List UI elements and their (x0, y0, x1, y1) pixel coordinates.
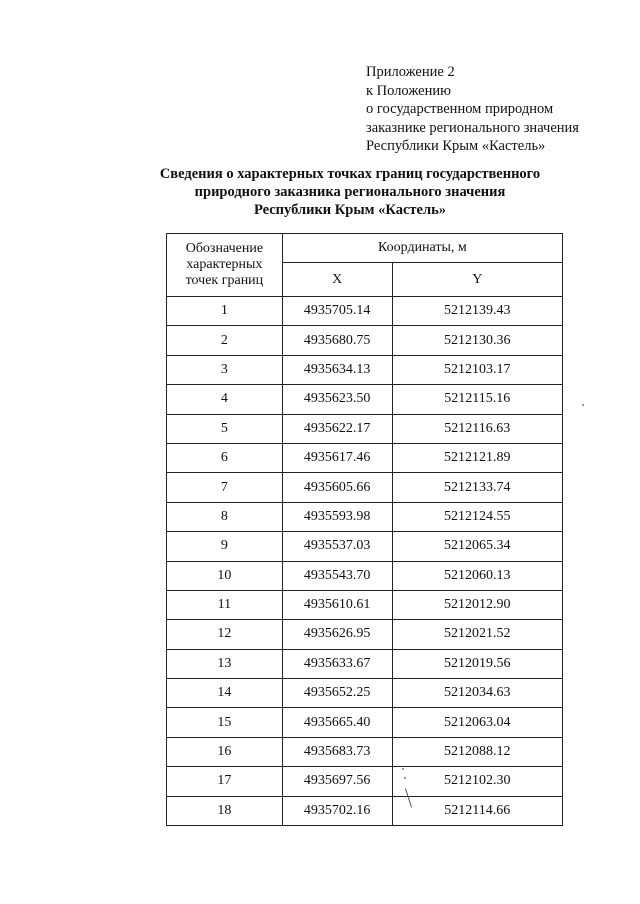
y-coordinate-cell: 5212012.90 (392, 590, 562, 619)
table-body (167, 297, 563, 826)
x-coordinate-cell: 4935623.50 (282, 385, 392, 414)
table-row (167, 561, 563, 590)
table-row (167, 767, 563, 796)
point-number-cell: 2 (167, 326, 283, 355)
table-row (167, 473, 563, 502)
x-coordinate-cell: 4935702.16 (282, 796, 392, 825)
table-row (167, 297, 563, 326)
table-row (167, 649, 563, 678)
point-name-header-line: точек границ (185, 273, 264, 288)
point-number-cell: 14 (167, 679, 283, 708)
y-coordinate-cell: 5212065.34 (392, 532, 562, 561)
point-number-cell: 9 (167, 532, 283, 561)
point-number-cell: 5 (167, 414, 283, 443)
y-coordinate-cell: 5212133.74 (392, 473, 562, 502)
point-number-cell: 7 (167, 473, 283, 502)
x-coordinate-cell: 4935683.73 (282, 737, 392, 766)
appendix-line: заказнике регионального значения (366, 119, 579, 136)
y-coordinate-cell: 5212115.16 (392, 385, 562, 414)
point-number-cell: 15 (167, 708, 283, 737)
appendix-line: о государственном природном (366, 101, 554, 117)
title-line: Республики Крым «Кастель» (253, 202, 447, 218)
y-coordinate-cell: 5212060.13 (392, 561, 562, 590)
y-coordinate-cell: 5212114.66 (392, 796, 562, 825)
y-coordinate-cell: 5212103.17 (392, 355, 562, 384)
y-coordinate-cell: 5212124.55 (392, 502, 562, 531)
y-coordinate-cell: 5212034.63 (392, 679, 562, 708)
y-coordinate-cell: 5212019.56 (392, 649, 562, 678)
point-name-header (167, 234, 283, 297)
appendix-line: Приложение 2 (366, 64, 455, 80)
y-coordinate-cell: 5212102.30 (392, 767, 562, 796)
x-coordinate-cell: 4935537.03 (282, 532, 392, 561)
table-row (167, 708, 563, 737)
x-coordinate-cell: 4935665.40 (282, 708, 392, 737)
appendix-line: Республики Крым «Кастель» (366, 138, 546, 154)
appendix-line: к Положению (366, 82, 451, 99)
coordinates-header: Координаты, м (282, 234, 562, 263)
x-coordinate-cell: 4935633.67 (282, 649, 392, 678)
point-number-cell: 16 (167, 737, 283, 766)
point-number-cell: 4 (167, 385, 283, 414)
table-row (167, 679, 563, 708)
table-row (167, 502, 563, 531)
scan-speck (404, 777, 406, 779)
point-number-cell: 17 (167, 767, 283, 796)
x-coordinate-cell: 4935626.95 (282, 620, 392, 649)
point-number-cell: 8 (167, 502, 283, 531)
y-coordinate-cell: 5212116.63 (392, 414, 562, 443)
point-number-cell: 3 (167, 355, 283, 384)
y-column-header: Y (392, 263, 562, 297)
title-line: природного заказника регионального значения (194, 184, 506, 200)
x-coordinate-cell: 4935697.56 (282, 767, 392, 796)
table-row (167, 620, 563, 649)
table-row (167, 326, 563, 355)
table-row (167, 737, 563, 766)
x-coordinate-cell: 4935543.70 (282, 561, 392, 590)
point-number-cell: 18 (167, 796, 283, 825)
scan-speck (402, 768, 404, 770)
scan-speck (582, 404, 584, 406)
point-number-cell: 12 (167, 620, 283, 649)
y-coordinate-cell: 5212139.43 (392, 297, 562, 326)
point-name-header-line: Обозначение (185, 241, 264, 256)
x-coordinate-cell: 4935593.98 (282, 502, 392, 531)
table-row (167, 532, 563, 561)
x-coordinate-cell: 4935680.75 (282, 326, 392, 355)
appendix-header (366, 63, 636, 156)
table-row (167, 443, 563, 472)
y-coordinate-cell: 5212088.12 (392, 737, 562, 766)
y-coordinate-cell: 5212130.36 (392, 326, 562, 355)
table-row (167, 796, 563, 825)
point-number-cell: 1 (167, 297, 283, 326)
x-coordinate-cell: 4935634.13 (282, 355, 392, 384)
point-number-cell: 6 (167, 443, 283, 472)
x-coordinate-cell: 4935617.46 (282, 443, 392, 472)
table-row (167, 590, 563, 619)
x-coordinate-cell: 4935610.61 (282, 590, 392, 619)
table-row (167, 385, 563, 414)
table-row (167, 414, 563, 443)
table-row (167, 355, 563, 384)
y-coordinate-cell: 5212063.04 (392, 708, 562, 737)
point-name-header-line: характерных (186, 257, 263, 272)
point-number-cell: 11 (167, 590, 283, 619)
point-number-cell: 10 (167, 561, 283, 590)
table-header-row (167, 234, 563, 263)
x-coordinate-cell: 4935622.17 (282, 414, 392, 443)
y-coordinate-cell: 5212121.89 (392, 443, 562, 472)
coordinates-table (166, 233, 563, 826)
point-number-cell: 13 (167, 649, 283, 678)
x-coordinate-cell: 4935652.25 (282, 679, 392, 708)
y-coordinate-cell: 5212021.52 (392, 620, 562, 649)
x-coordinate-cell: 4935705.14 (282, 297, 392, 326)
x-column-header: X (282, 263, 392, 297)
document-title (100, 165, 600, 219)
x-coordinate-cell: 4935605.66 (282, 473, 392, 502)
title-line: Сведения о характерных точках границ государственного (159, 166, 541, 182)
